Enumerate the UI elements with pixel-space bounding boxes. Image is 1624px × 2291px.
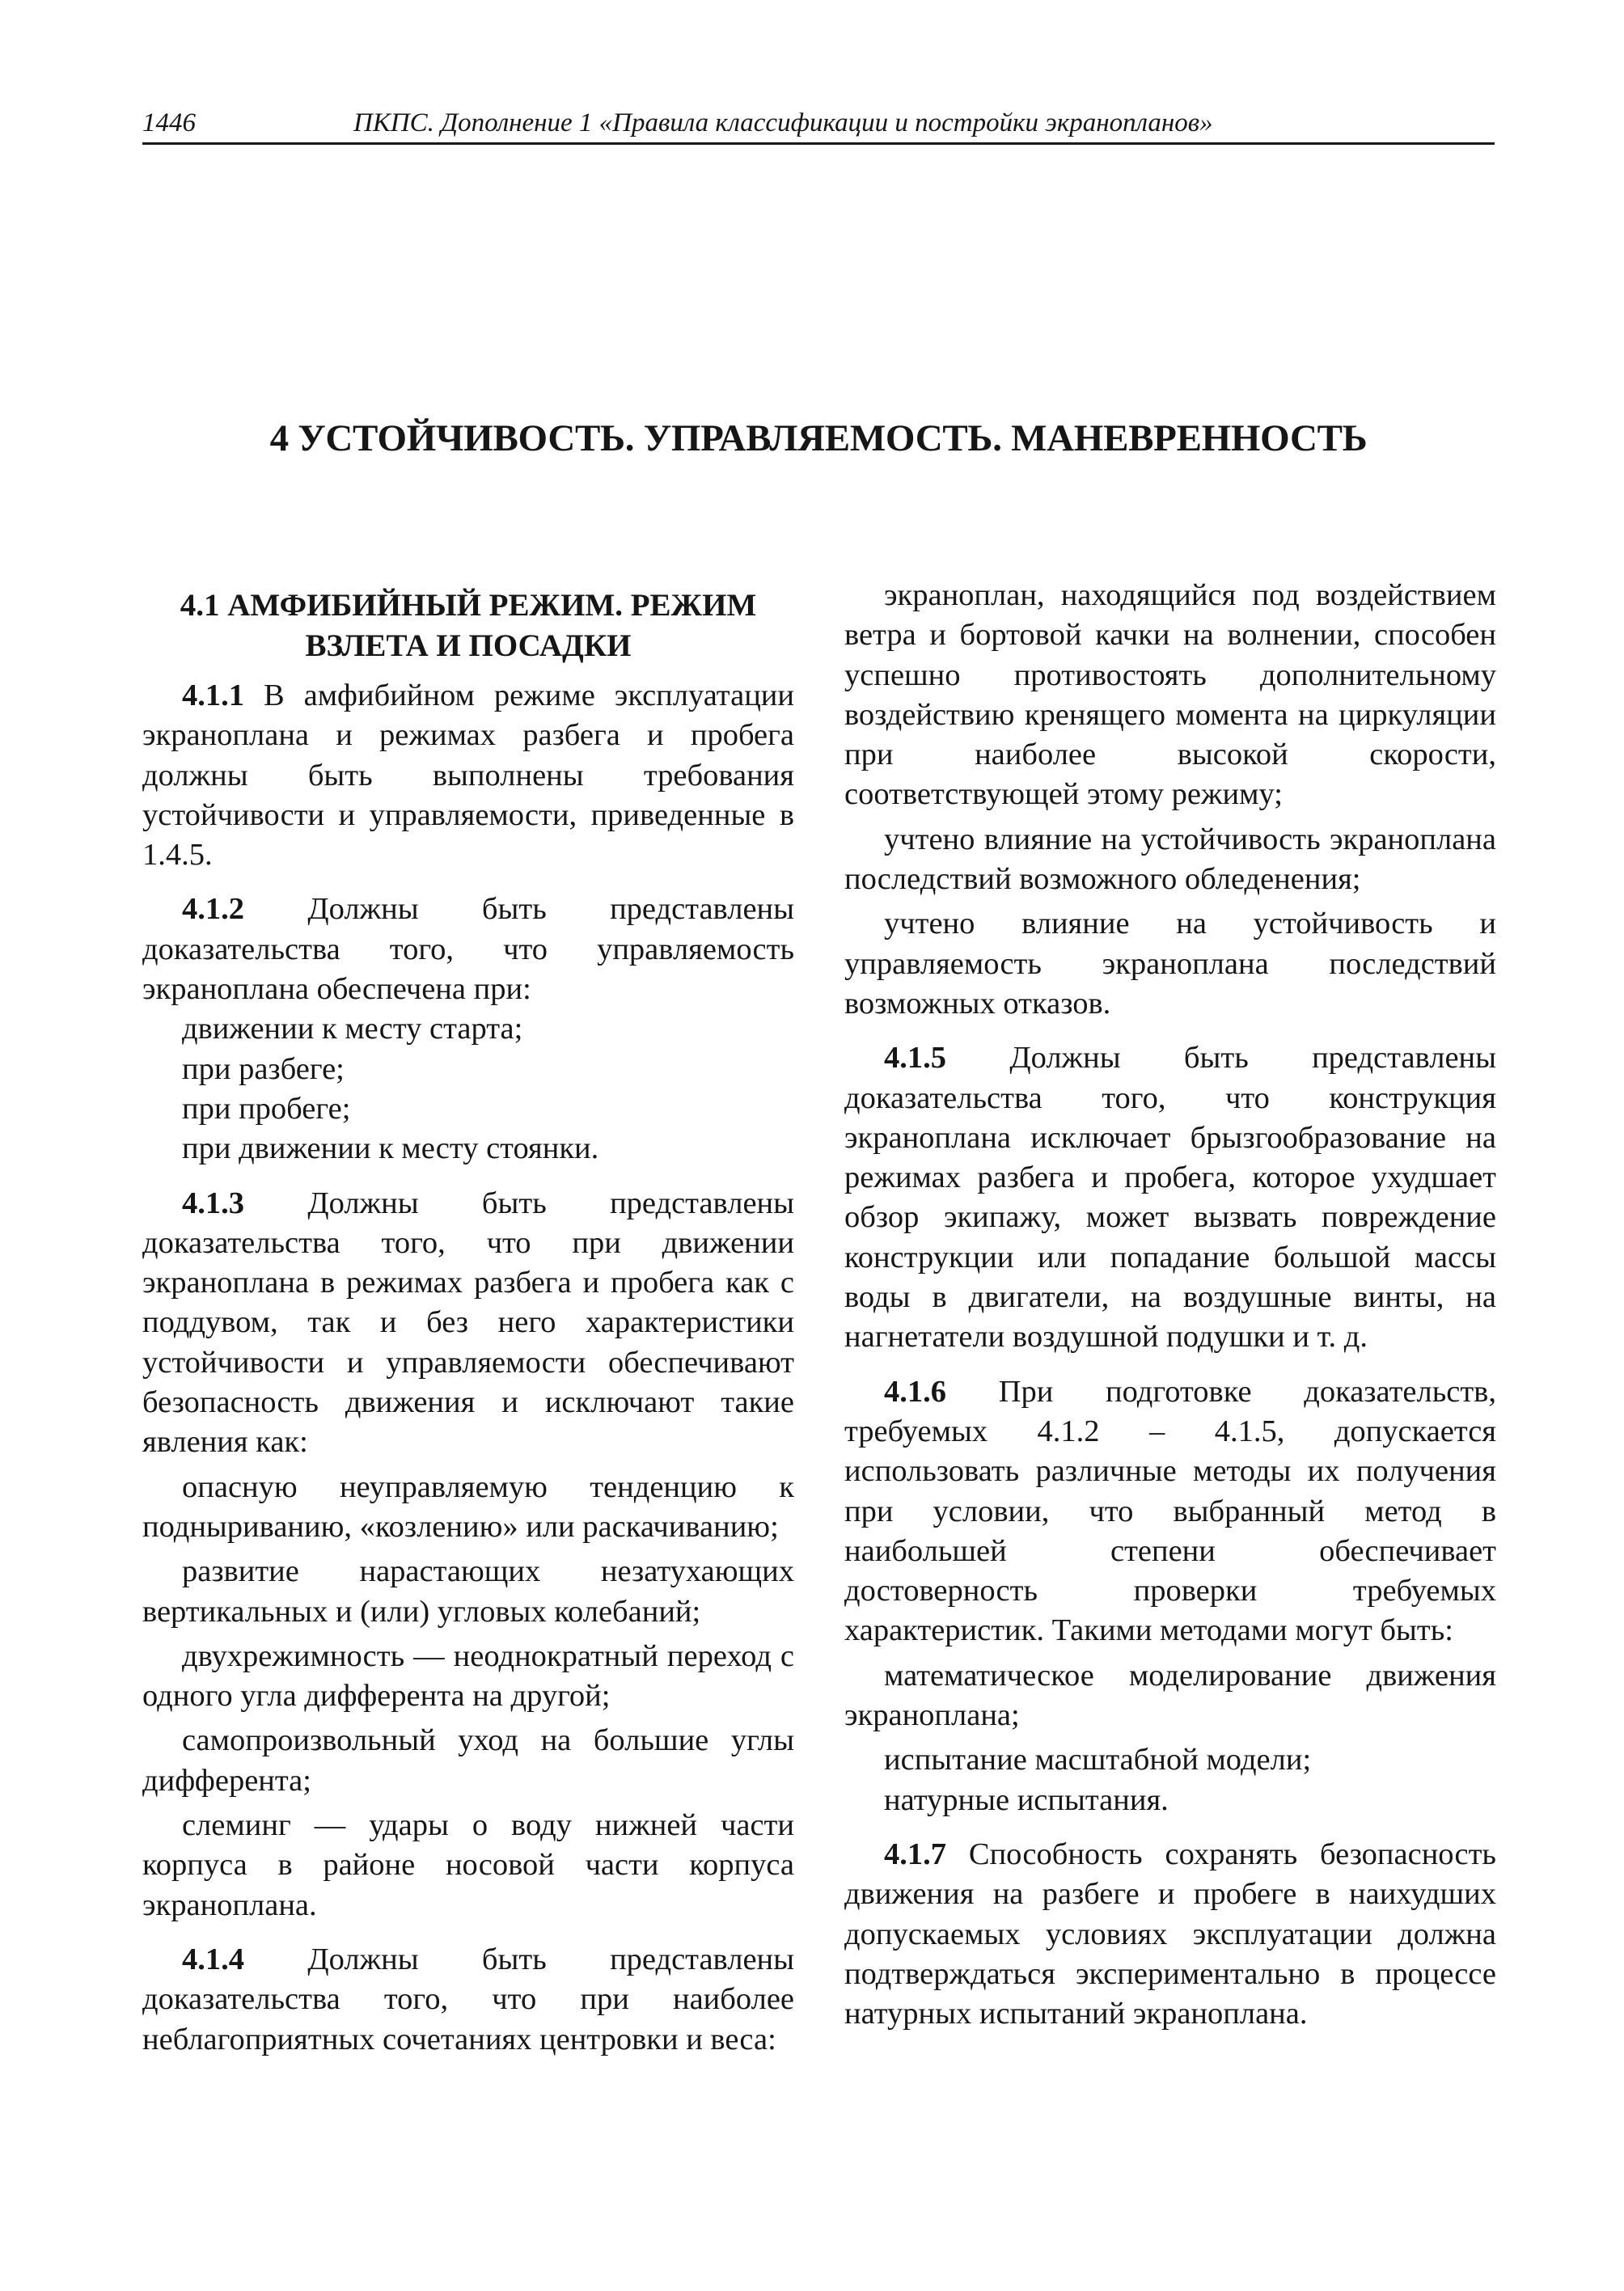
- paragraph-number: 4.1.7: [884, 1837, 946, 1871]
- right-column: [844, 576, 1496, 2048]
- list-item: развитие нарастающих незатухающих вертикальных и (или) угловых колебаний;: [142, 1554, 794, 1629]
- running-header: [142, 107, 1495, 145]
- paragraph-text: При подготовке доказательств, требуемых 4.1.2 – 4.1.5, допускается использовать различные методы их получения при условии, что выбранный метод в наибольшей степени обеспечивает достоверность проверки требуемых характеристик. Такими методами могут быть:: [844, 1374, 1496, 1648]
- paragraph-number: 4.1.5: [884, 1041, 946, 1076]
- list-item: при движении к месту стоянки.: [182, 1131, 599, 1166]
- list-item: самопроизвольный уход на большие углы дифферента;: [142, 1723, 794, 1798]
- running-title: ПКПС. Дополнение 1 «Правила классификации и постройки экранопланов»: [353, 108, 1213, 137]
- paragraph-number: 4.1.2: [182, 892, 244, 927]
- paragraph-4-1-4-continuation: экраноплан, находящийся под воздействием ветра и бортовой качки на волнении, способен успешно противостоять дополнительному воздействию кренящего момента на циркуляции при наиболее высокой скорости, соответствующей этому режиму;: [844, 578, 1496, 812]
- paragraph-text: Должны быть представлены доказательства того, что при движении экраноплана в режимах разбега и пробега как с поддувом, так и без него характеристики устойчивости и управляемости обеспечивают безопасность движения и исключают такие явления как:: [142, 1186, 794, 1460]
- paragraph-number: 4.1.6: [884, 1374, 946, 1409]
- paragraph-text: Должны быть представлены доказательства того, что управляемость экраноплана обеспечена при:: [142, 892, 794, 1007]
- paragraph-4-1-6: [844, 1372, 1496, 1651]
- list-item: слеминг — удары о воду нижней части корпуса в районе носовой части корпуса экраноплана.: [142, 1808, 794, 1922]
- paragraph-number: 4.1.3: [182, 1186, 244, 1220]
- list-item: при пробеге;: [182, 1091, 351, 1126]
- paragraph-4-1-3: [142, 1184, 794, 1463]
- list-item: при разбеге;: [182, 1051, 345, 1086]
- list-item: учтено влияние на устойчивость экраноплана последствий возможного обледенения;: [844, 822, 1496, 897]
- left-column: [142, 576, 794, 2074]
- chapter-title: 4 УСТОЙЧИВОСТЬ. УПРАВЛЯЕМОСТЬ. МАНЕВРЕННОСТЬ: [269, 417, 1368, 459]
- paragraph-text: Должны быть представлены доказательства того, что конструкция экраноплана исключает брызгообразование на режимах разбега и пробега, которое ухудшает обзор экипажу, может вызвать повреждение конструкции или попадание большой массы воды в двигатели, на воздушные винты, на нагнетатели воздушной подушки и т. д.: [844, 1041, 1496, 1355]
- paragraph-4-1-1: [142, 676, 794, 875]
- paragraph-number: 4.1.1: [182, 678, 244, 712]
- paragraph-4-1-7: [844, 1835, 1496, 2034]
- list-item: учтено влияние на устойчивость и управляемость экраноплана последствий возможных отказов.: [844, 907, 1496, 1021]
- section-title: [142, 585, 794, 666]
- page-number: 1446: [142, 108, 196, 137]
- paragraph-number: 4.1.4: [182, 1942, 244, 1976]
- paragraph-text: Способность сохранять безопасность движения на разбеге и пробеге в наихудших допускаемых условиях эксплуатации должна подтверждаться экспериментально в процессе натурных испытаний экраноплана.: [844, 1837, 1496, 2031]
- list-item: испытание масштабной модели;: [884, 1743, 1312, 1777]
- list-item: математическое моделирование движения экраноплана;: [844, 1658, 1496, 1733]
- paragraph-text: Должны быть представлены доказательства того, что при наиболее неблагоприятных сочетаниях центровки и веса:: [142, 1942, 794, 2056]
- list-item: опасную неуправляемую тенденцию к подныриванию, «козлению» или раскачиванию;: [142, 1469, 794, 1544]
- paragraph-4-1-4: [142, 1940, 794, 2060]
- paragraph-4-1-5: [844, 1038, 1496, 1357]
- list-item: натурные испытания.: [884, 1782, 1169, 1817]
- section-title-line-1: 4.1 АМФИБИЙНЫЙ РЕЖИМ. РЕЖИМ: [180, 588, 757, 623]
- paragraph-text: В амфибийном режиме эксплуатации экраноплана и режимах разбега и пробега должны быть выполнены требования устойчивости и управляемости, приведенные в 1.4.5.: [142, 678, 794, 873]
- list-item: движении к месту старта;: [182, 1012, 523, 1046]
- list-item: двухрежимность — неоднократный переход с одного угла дифферента на другой;: [142, 1638, 794, 1714]
- section-title-line-2: ВЗЛЕТА И ПОСАДКИ: [305, 628, 632, 663]
- paragraph-4-1-2: [142, 890, 794, 1009]
